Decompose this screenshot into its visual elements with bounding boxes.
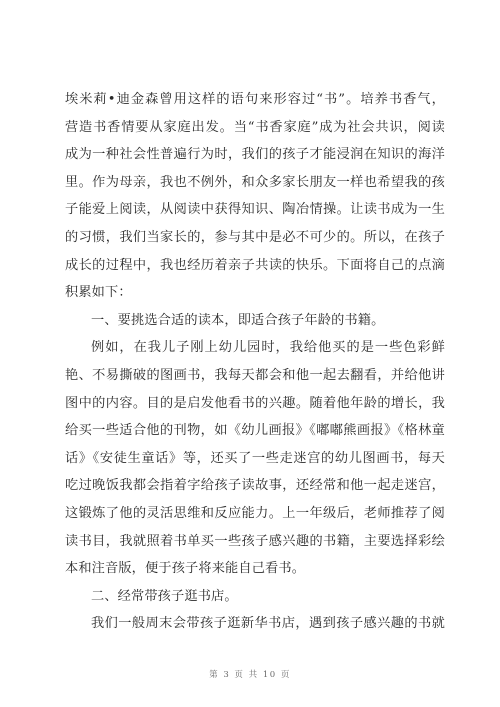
text-line: 给买一些适合他的刊物，如《幼儿画报》《嘟嘟熊画报》《格林童 <box>65 423 445 439</box>
page-footer: 第 3 页 共 10 页 <box>209 670 291 680</box>
text-line: 成为一种社会性普遍行为时，我们的孩子才能浸润在知识的海洋 <box>65 147 445 163</box>
text-line: 吃过晚饭我都会指着字给孩子读故事，还经常和他一起走迷宫， <box>65 478 445 494</box>
text-line: 子能爱上阅读，从阅读中获得知识、陶冶情操。让读书成为一生 <box>65 202 445 218</box>
section-heading: 二、经常带孩子逛书店。 <box>91 588 238 604</box>
text-line: 艳、不易撕破的图画书，我每天都会和他一起去翻看，并给他讲 <box>65 367 445 383</box>
body-text <box>65 86 445 638</box>
text-line: 埃米莉•迪金森曾用这样的语句来形容过“书”。培养书香气， <box>65 92 445 107</box>
text-line: 这锻炼了他的灵活思维和反应能力。上一年级后，老师推荐了阅 <box>65 505 445 521</box>
text-line: 本和注音版，便于孩子将来能自己看书。 <box>65 561 306 577</box>
text-line: 话》《安徒生童话》等，还买了一些走迷宫的幼儿图画书，每天 <box>65 450 445 466</box>
text-line: 我们一般周末会带孩子逛新华书店，遇到孩子感兴趣的书就 <box>91 616 445 632</box>
text-line: 里。作为母亲，我也不例外，和众多家长朋友一样也希望我的孩 <box>65 174 445 190</box>
text-line: 读书目，我就照着书单买一些孩子感兴趣的书籍，主要选择彩绘 <box>65 533 445 549</box>
text-line: 的习惯，我们当家长的，参与其中是必不可少的。所以，在孩子 <box>65 229 445 245</box>
text-line: 营造书香情要从家庭出发。当“书香家庭”成为社会共识，阅读 <box>65 119 445 135</box>
text-line: 图中的内容。目的是启发他看书的兴趣。随着他年龄的增长，我 <box>65 395 445 411</box>
text-line: 成长的过程中，我也经历着亲子共读的快乐。下面将自己的点滴 <box>65 257 445 273</box>
text-line: 例如，在我儿子刚上幼儿园时，我给他买的是一些色彩鲜 <box>91 340 445 356</box>
section-heading: 一、要挑选合适的读本，即适合孩子年龄的书籍。 <box>91 312 385 328</box>
text-line: 积累如下： <box>65 285 132 301</box>
